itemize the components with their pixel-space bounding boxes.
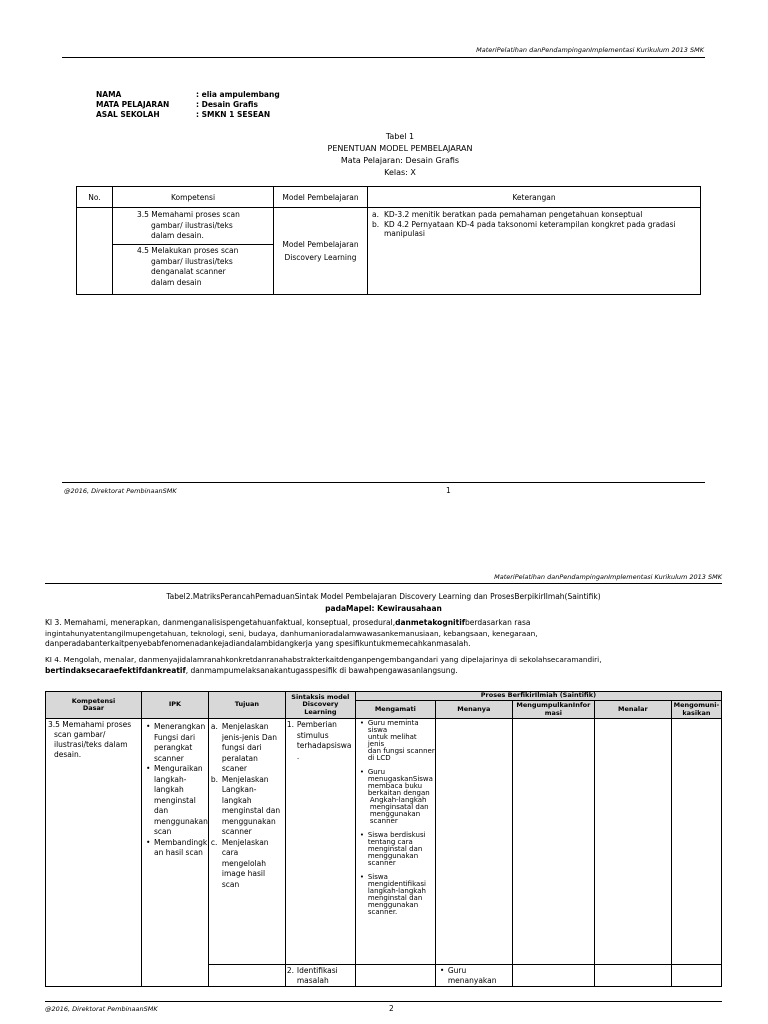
keterangan-cell [368,208,701,295]
ipk-line: menggunakan [154,816,208,826]
tujuan-marker: a. [210,722,218,731]
tujuan-line: Menjelaskan [221,837,269,847]
tujuan-line: scaner [221,764,247,773]
table1-title-line: PENENTUAN MODEL PEMBELAJARAN [327,144,473,153]
tujuan-line: scan [221,879,240,889]
ki3-text: ingintahunyatentangilmupengetahuan, teknologi, seni, budaya, danhumanioradalamwawasankemanusiaan, kebangsaan, kenegaraan, [45,628,538,638]
kd-line: ilustrasi/teks dalam [54,740,128,749]
mengamati-item [368,720,435,762]
page2-footer-page: 2 [389,1004,394,1013]
keterangan-text: KD 4.2 Pernyataan KD-4 pada taksonomi keterampilan kongkret pada gradasi [384,219,676,229]
mengamati-line: menugaskanSiswa [367,775,433,783]
page2-footer-left: @2016, Direktorat PembinaanSMK [45,1005,158,1013]
col-kompetensi: Kompetensi [113,187,274,208]
sintaksis-line: stimulus [296,730,329,740]
th-ipk: IPK [142,692,209,719]
ipk-line: an hasil scan [154,848,203,857]
kompetensi-line: gambar/ ilustrasi/teks [151,220,233,230]
th-text: masi [544,708,562,717]
mengamati-line: membaca buku [367,782,423,790]
page2-footer-rule [45,1001,722,1002]
ipk-line: dan [154,806,169,815]
th-kompetensi [46,692,142,719]
model-line: Model Pembelajaran [282,240,359,249]
ki3-bold: danmetakognitif [395,618,466,627]
mengamati-line: langkah-langkah [367,887,426,895]
mengamati-item [368,769,435,825]
sintaksis-line: Identifikasi [296,966,338,975]
table2-title [45,591,722,615]
tujuan-line: langkah [221,795,252,805]
table2-subtitle: padaMapel: Kewirausahaan [325,604,442,613]
menanya-cell [435,719,512,965]
mengamati-line: menggunakan [367,852,419,860]
th-text: kasikan [682,708,711,717]
mengamati-line: • Guru [367,768,386,776]
model-cell [274,208,368,295]
col-no: No. [77,187,113,208]
menanya-line: menanyakan [447,976,497,985]
mengamati-line: scanner [369,817,398,825]
mengumpulkan-cell [512,965,594,987]
page1-header-rule [62,57,705,58]
mengamati-line: menginstal dan [367,845,423,853]
mengumpulkan-cell [512,719,594,965]
kompetensi-line: dalam desain. [151,231,204,240]
page1-footer-page: 1 [446,486,451,495]
sekolah-label: ASAL SEKOLAH [96,110,160,119]
nama-value: : elia ampulembang [196,90,280,99]
table1-title-line: Mata Pelajaran: Desain Grafis [340,156,460,165]
ipk-line: • Membandingk [154,837,208,847]
kompetensi-cell [113,208,274,245]
ipk-item [154,764,208,838]
mengamati-cell [355,719,435,965]
model-table [76,186,701,295]
ipk-item [154,722,208,764]
ki4-bold: bertindaksecaraefektifdankreatif [45,665,186,675]
mengamati-cell [355,965,435,987]
th-text: Dasar [82,704,105,712]
ki3-text: KI 3. Memahami, menerapkan, danmenganalisispengetahuanfaktual, konseptual, prosedural, [45,618,396,627]
th-sintaksis [285,692,355,719]
ki4-text: KI 4. Mengolah, menalar, danmenyajidalamranahkonkretdanranahabstrakterkaitdenganpengembangandari yang dipelajarinya di sekolahsecaramandiri, [45,655,602,664]
mapel-label: MATA PELAJARAN [96,100,170,109]
tujuan-line: jenis-jenis Dan [221,732,277,742]
ipk-list [145,722,208,859]
ipk-line: • Menerangkan [154,722,206,731]
col-keterangan: Keterangan [368,187,701,208]
page1-header: MateriPelatihan danPendampinganImplementasi Kurikulum 2013 SMK [476,46,704,54]
tujuan-line: fungsi dari [221,743,262,752]
sintaksis-marker: 1. [286,720,295,729]
kompetensi-line: denganalat scanner [151,267,226,276]
kd-cell [46,719,142,987]
th-text: Learning [304,707,337,716]
tujuan-line: menggunakan [221,816,276,826]
ipk-cell [142,719,209,987]
mengamati-line: berkaitan dengan [367,789,430,797]
ipk-line: scan [154,827,172,836]
mengamati-line: • Siswa berdiskusi [367,831,426,839]
sintaksis-line: . [296,751,300,761]
ipk-line: menginstal [154,795,196,805]
th-text: Discovery [302,700,339,709]
tujuan-line: peralatan [221,753,258,763]
mengomunikasikan-cell [671,719,721,965]
tujuan-line: menginstal dan [221,806,281,815]
sintaksis-line: Pemberian [296,720,337,729]
page2-header: MateriPelatihan danPendampinganImplementasi Kurikulum 2013 SMK [494,573,722,581]
mengamati-line: • Guru meminta siswa [367,719,419,734]
page1-footer-rule [62,482,705,483]
th-mengumpulkan [512,701,594,719]
menalar-cell [594,719,671,965]
kd-line: desain. [54,750,82,759]
mengamati-line: di LCD [367,754,391,762]
kd-line: 3.5 Memahami proses [48,720,132,729]
menanya-item [448,966,512,986]
mapel-value: : Desain Grafis [196,100,258,109]
kompetensi-line: 3.5 Memahami proses scan [137,210,240,219]
kompetensi-cell [113,245,274,295]
th-mengomunikasikan [671,701,721,719]
page1-footer-left: @2016, Direktorat PembinaanSMK [64,487,177,495]
kompetensi-line: gambar/ ilustrasi/teks [151,256,233,266]
no-cell [77,208,113,295]
mengamati-line: Angkah-langkah [369,796,427,804]
th-tujuan: Tujuan [208,692,285,719]
ipk-line: • Menguraikan [154,764,203,773]
tujuan-line: Langkan- [221,785,257,794]
th-text: Sintaksis model [291,692,350,701]
mengamati-line: mengidentifikasi [367,880,426,888]
th-proses: Proses BerfikirIlmiah (Saintifik) [355,692,721,701]
tujuan-marker: b. [210,774,219,784]
sekolah-value: : SMKN 1 SESEAN [196,110,271,119]
page2-header-rule [45,583,722,584]
model-table-row [77,208,701,245]
menalar-cell [594,965,671,987]
menanya-cell [435,965,512,987]
tujuan-line: cara [221,848,239,857]
mengamati-line: menginsatal dan [369,803,429,811]
mengamati-line: menggunakan [367,901,419,909]
keterangan-text: manipulasi [384,229,425,238]
student-info [96,90,356,120]
tujuan-cell [208,719,285,965]
model-line: Discovery Learning [284,253,357,262]
tujuan-cell [208,965,285,987]
kompetensi-line: dalam desain [151,277,202,287]
mengamati-item [368,832,435,867]
ki3-text: berdasarkan rasa [465,618,531,627]
ipk-item [154,838,208,859]
sintaksis-line: terhadapsiswa [296,741,352,750]
ipk-line: langkah- [154,774,187,784]
table1-title-line: Kelas: X [384,168,416,177]
mengamati-line: • Siswa [367,873,388,881]
mengamati-list [359,720,435,916]
keterangan-text: KD-3.2 menitik beratkan pada pemahaman pengetahuan konseptual [384,210,643,219]
sintaksis-marker: 2. [286,966,295,975]
tujuan-line: mengelolah [221,858,267,868]
mengamati-line: untuk melihat jenis [367,733,417,748]
sintaksis-line: masalah [296,976,329,985]
mengamati-line: scanner [367,859,396,867]
mengamati-line: scanner. [367,908,398,916]
mengamati-item [368,874,435,916]
ki3-paragraph [45,618,722,650]
mengamati-line: menggunakan [369,810,421,818]
tujuan-line: Menjelaskan [221,722,269,731]
sintaksis-cell [285,719,355,965]
th-menanya: Menanya [435,701,512,719]
th-menalar: Menalar [594,701,671,719]
mengamati-line: menginstal dan [367,894,423,902]
th-text: Kompetensi [71,696,116,705]
tujuan-line: image hasil [221,869,266,878]
ki4-paragraph [45,655,722,676]
ki3-text: danperadabanterkaitpenyebabfenomenadankejadiandalambidangkerja yang spesifikuntukmemecahkanmasalah. [45,639,471,648]
menanya-list [439,966,512,986]
th-mengamati: Mengamati [355,701,435,719]
kompetensi-line: 4.5 Melakukan proses scan [137,246,239,255]
keterangan-marker: b. [372,219,380,229]
kd-line: scan gambar/ [54,730,106,739]
tujuan-line: Menjelaskan [221,774,269,784]
model-table-header [77,187,701,208]
sintaksis-cell [285,965,355,987]
matrix-header-row [46,692,722,701]
ipk-line: scanner [154,753,184,763]
mengomunikasikan-cell [671,965,721,987]
keterangan-marker: a. [372,210,379,219]
ki4-text: , danmampumelaksanakantugasspesifik di bawahpengawasanlangsung. [185,665,458,675]
ipk-line: perangkat [154,743,193,752]
matrix-row [46,719,722,965]
ipk-line: Fungsi dari [154,732,196,742]
nama-label: NAMA [96,90,122,99]
mengamati-line: tentang cara [367,838,413,846]
th-text: MengumpulkanInfor [516,701,591,709]
table1-title [250,131,550,179]
col-model: Model Pembelajaran [274,187,368,208]
th-text: Mengomuni- [673,701,720,709]
table1-title-line: Tabel 1 [385,132,415,141]
matrix-table [45,691,722,987]
tujuan-line: scanner [221,827,252,836]
menanya-line: • Guru [447,966,467,975]
mengamati-line: dan fungsi scanner [367,747,435,755]
ipk-line: langkah [154,785,184,794]
table2-title-line: Tabel2.MatriksPerancahPemaduanSintak Model Pembelajaran Discovery Learning dan ProsesBerpikirIlmah(Saintifik) [166,592,601,601]
tujuan-marker: c. [210,837,218,847]
